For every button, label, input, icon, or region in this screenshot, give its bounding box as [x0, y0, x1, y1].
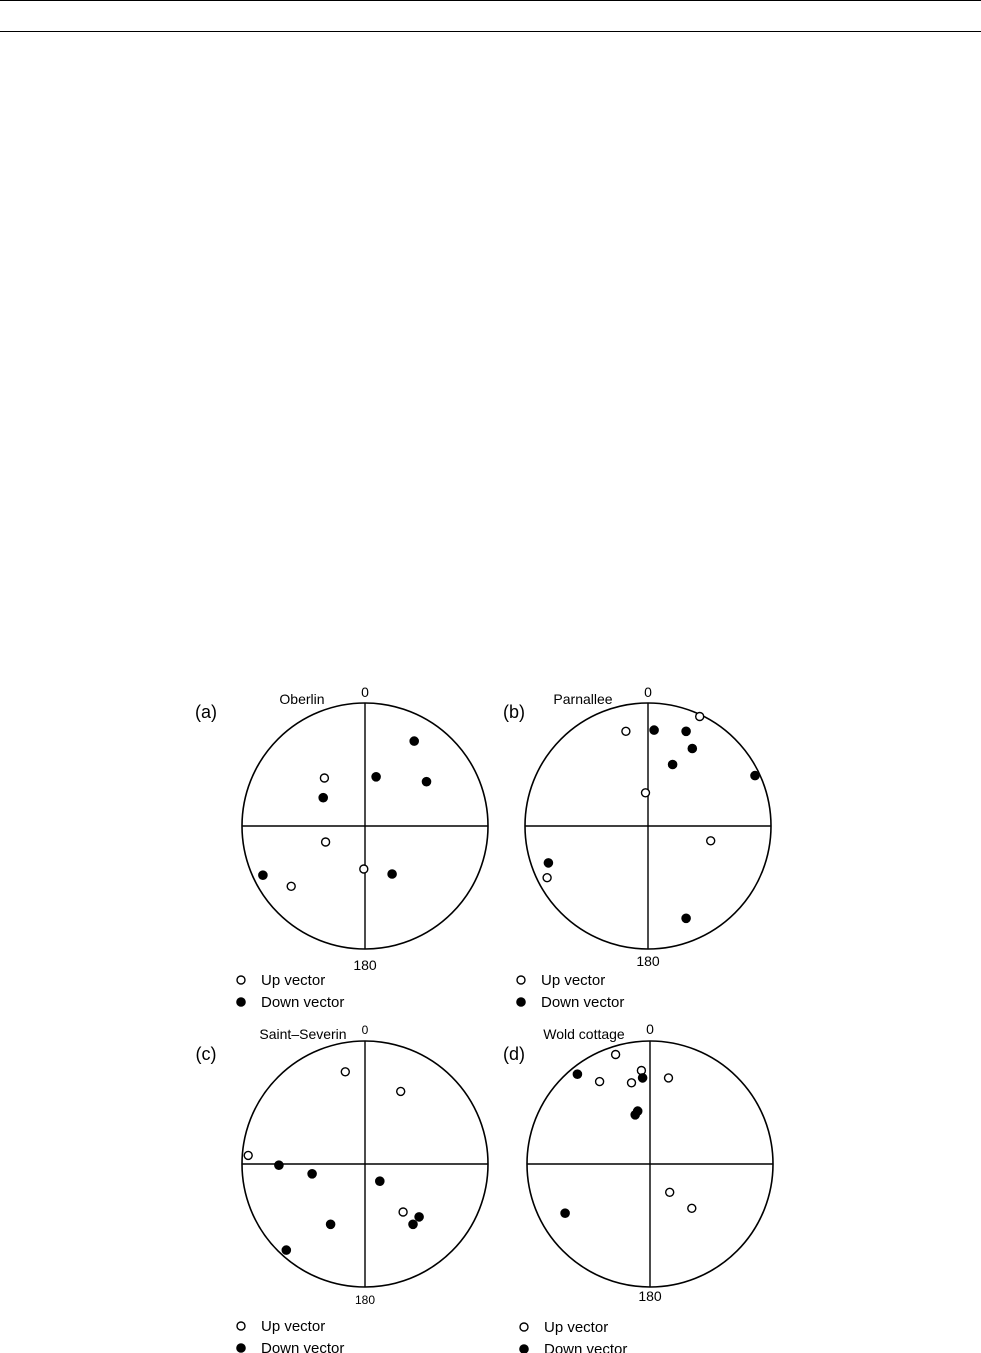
chart-title: Saint–Severin — [259, 1026, 347, 1042]
legend-down-marker — [237, 998, 246, 1007]
up-vector-point — [244, 1151, 252, 1159]
down-vector-point — [415, 1213, 424, 1222]
legend-up-marker — [237, 1322, 245, 1330]
down-vector-point — [308, 1170, 317, 1179]
panel-label: (d) — [503, 1044, 525, 1064]
chart-title: Parnallee — [553, 691, 613, 707]
legend-up-label: Up vector — [541, 972, 606, 989]
up-vector-point — [287, 882, 295, 890]
down-vector-point — [409, 1220, 418, 1229]
legend-down-label: Down vector — [541, 994, 625, 1011]
down-vector-point — [410, 737, 419, 746]
up-vector-point — [696, 713, 704, 721]
down-vector-point — [631, 1111, 640, 1120]
down-vector-point — [544, 859, 553, 868]
up-vector-point — [399, 1208, 407, 1216]
chart-panel-2 — [503, 684, 771, 1011]
down-vector-point — [282, 1246, 291, 1255]
legend-up-marker — [237, 976, 245, 984]
tick-label-180: 180 — [354, 1293, 376, 1307]
legend-down-marker — [237, 1344, 246, 1353]
legend-up-label: Up vector — [261, 1318, 326, 1335]
chart-panel-1 — [195, 684, 488, 1011]
down-vector-point — [751, 771, 760, 780]
down-vector-point — [561, 1209, 570, 1218]
legend-up-label: Up vector — [544, 1319, 609, 1336]
down-vector-point — [573, 1070, 582, 1079]
down-vector-point — [688, 744, 697, 753]
chart-title: Oberlin — [279, 691, 325, 707]
up-vector-point — [397, 1087, 405, 1095]
up-vector-point — [665, 1074, 673, 1082]
panel-label: (a) — [195, 702, 217, 722]
up-vector-point — [628, 1079, 636, 1087]
up-vector-point — [707, 837, 715, 845]
tick-label-0: 0 — [644, 684, 652, 700]
down-vector-point — [682, 914, 691, 923]
legend-up-marker — [520, 1323, 528, 1331]
legend-down-marker — [520, 1345, 529, 1353]
tick-label-180: 180 — [636, 953, 660, 969]
up-vector-point — [622, 727, 630, 735]
legend-down-marker — [517, 998, 526, 1007]
chart-title: Wold cottage — [543, 1026, 625, 1042]
up-vector-point — [642, 789, 650, 797]
down-vector-point — [638, 1074, 647, 1083]
down-vector-point — [275, 1161, 284, 1170]
down-vector-point — [326, 1220, 335, 1229]
tick-label-180: 180 — [638, 1288, 662, 1304]
legend-down-label: Down vector — [261, 994, 345, 1011]
up-vector-point — [360, 865, 368, 873]
up-vector-point — [543, 874, 551, 882]
tick-label-0: 0 — [361, 684, 369, 700]
up-vector-point — [322, 838, 330, 846]
up-vector-point — [612, 1051, 620, 1059]
tick-label-0: 0 — [361, 1023, 369, 1037]
tick-label-180: 180 — [353, 957, 377, 973]
up-vector-point — [688, 1204, 696, 1212]
legend-down-label: Down vector — [261, 1340, 345, 1353]
chart-panel-4 — [503, 1021, 773, 1353]
down-vector-point — [668, 760, 677, 769]
down-vector-point — [388, 870, 397, 879]
panel-label: (c) — [195, 1044, 217, 1064]
up-vector-point — [596, 1078, 604, 1086]
panel-label: (b) — [503, 702, 525, 722]
down-vector-point — [682, 727, 691, 736]
legend-up-marker — [517, 976, 525, 984]
tick-label-0: 0 — [646, 1021, 654, 1037]
up-vector-point — [666, 1188, 674, 1196]
chart-panel-3 — [196, 1023, 489, 1353]
down-vector-point — [372, 773, 381, 782]
down-vector-point — [319, 793, 328, 802]
up-vector-point — [341, 1068, 349, 1076]
up-vector-point — [320, 774, 328, 782]
down-vector-point — [650, 726, 659, 735]
legend-down-label: Down vector — [544, 1341, 628, 1353]
down-vector-point — [376, 1177, 385, 1186]
legend-up-label: Up vector — [261, 972, 326, 989]
down-vector-point — [422, 777, 431, 786]
down-vector-point — [259, 871, 268, 880]
